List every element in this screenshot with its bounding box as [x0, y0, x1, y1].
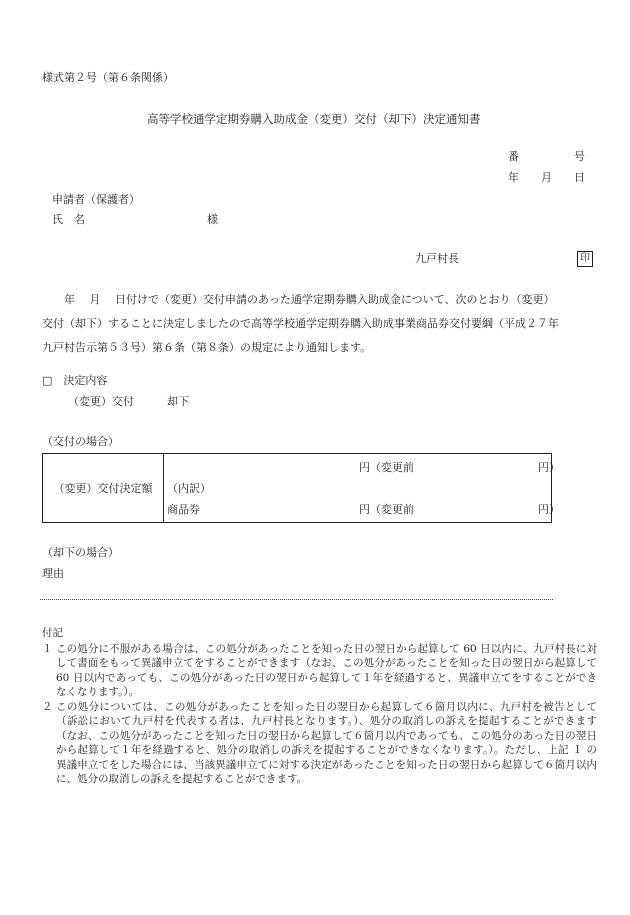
note-text: この処分については、この処分があったことを知った日の翌日から起算して６箇月以内に、九戸村を被告として（訴訟において九戸村を代表する者は、九戸村長となります。）、処分の取消しの訴えを提起することができます（なお、この処分があったことを知った日の翌日から起算して６箇月以内であっても、この処分のあった日の翌日から起算して１年を経過すると、処分の取消しの訴えを提起することができなくなります。）。ただし、上記 １ の異議申立てをした場合には、当該異議申立てに対する決定があったことを知った日の翌日から起算して６箇月以内に、処分の取消しの訴えを提起することができます。	[56, 700, 597, 785]
note-item	[42, 700, 597, 787]
note-number: ２	[42, 700, 53, 713]
body-line: 九戸村告示第５３号）第６条（第８条）の規定により通知します。	[42, 341, 372, 354]
grant-amount-label: （変更）交付決定額	[43, 454, 164, 523]
document-number-label: 番 号	[508, 150, 585, 163]
page-title: 高等学校通学定期券購入助成金（変更）交付（却下）決定通知書	[147, 112, 481, 126]
note-item	[42, 642, 597, 700]
seal-stamp: 印	[577, 251, 593, 267]
grant-amount-values	[164, 454, 560, 523]
yen-before-1: 円（変更前	[359, 461, 414, 474]
note-number: １	[42, 642, 53, 655]
yen-before-2: 円（変更前	[359, 503, 414, 516]
reject-case-heading: （却下の場合）	[42, 546, 119, 559]
grant-case-heading: （交付の場合）	[42, 435, 119, 448]
issuer-name: 九戸村長	[415, 252, 459, 265]
yen-close-1: 円）	[538, 461, 560, 474]
body-line: 交付（却下）することに決定しましたので高等学校通学定期券購入助成事業商品券交付要綱（平成２７年	[42, 317, 559, 330]
applicant-name-label: 氏 名	[52, 213, 85, 226]
honorific: 様	[207, 213, 218, 226]
notice-body	[42, 288, 597, 360]
yen-close-2: 円）	[538, 503, 560, 516]
note-text: この処分に不服がある場合は、この処分があったことを知った日の翌日から起算して 60 日以内に、九戸村長に対して書面をもって異議申立てをすることができます（なお、この処分があったことを知った日の翌日から起算して 60 日以内であっても、この処分があった日の翌日から起算して１年を経過すると、異議申立てをすることができなくなります。）。	[56, 642, 597, 698]
dotted-divider	[40, 599, 553, 600]
voucher-label: 商品券	[167, 503, 200, 516]
grant-amount-table	[42, 453, 560, 523]
decision-options: （変更）交付 却下	[68, 395, 189, 408]
applicant-heading: 申請者（保護者）	[52, 193, 140, 206]
form-number: 様式第２号（第６条関係）	[42, 71, 174, 84]
reject-reason-label: 理由	[42, 567, 64, 580]
breakdown-label: （内訳）	[167, 482, 211, 495]
date-label: 年 月 日	[508, 171, 585, 184]
appendix-notes	[42, 626, 597, 787]
decision-heading: □ 決定内容	[42, 374, 108, 387]
notes-heading: 付記	[42, 627, 63, 639]
body-line: 年 月 日付けで（変更）交付申請のあった通学定期券購入助成金について、次のとおり（変更）	[42, 293, 555, 306]
